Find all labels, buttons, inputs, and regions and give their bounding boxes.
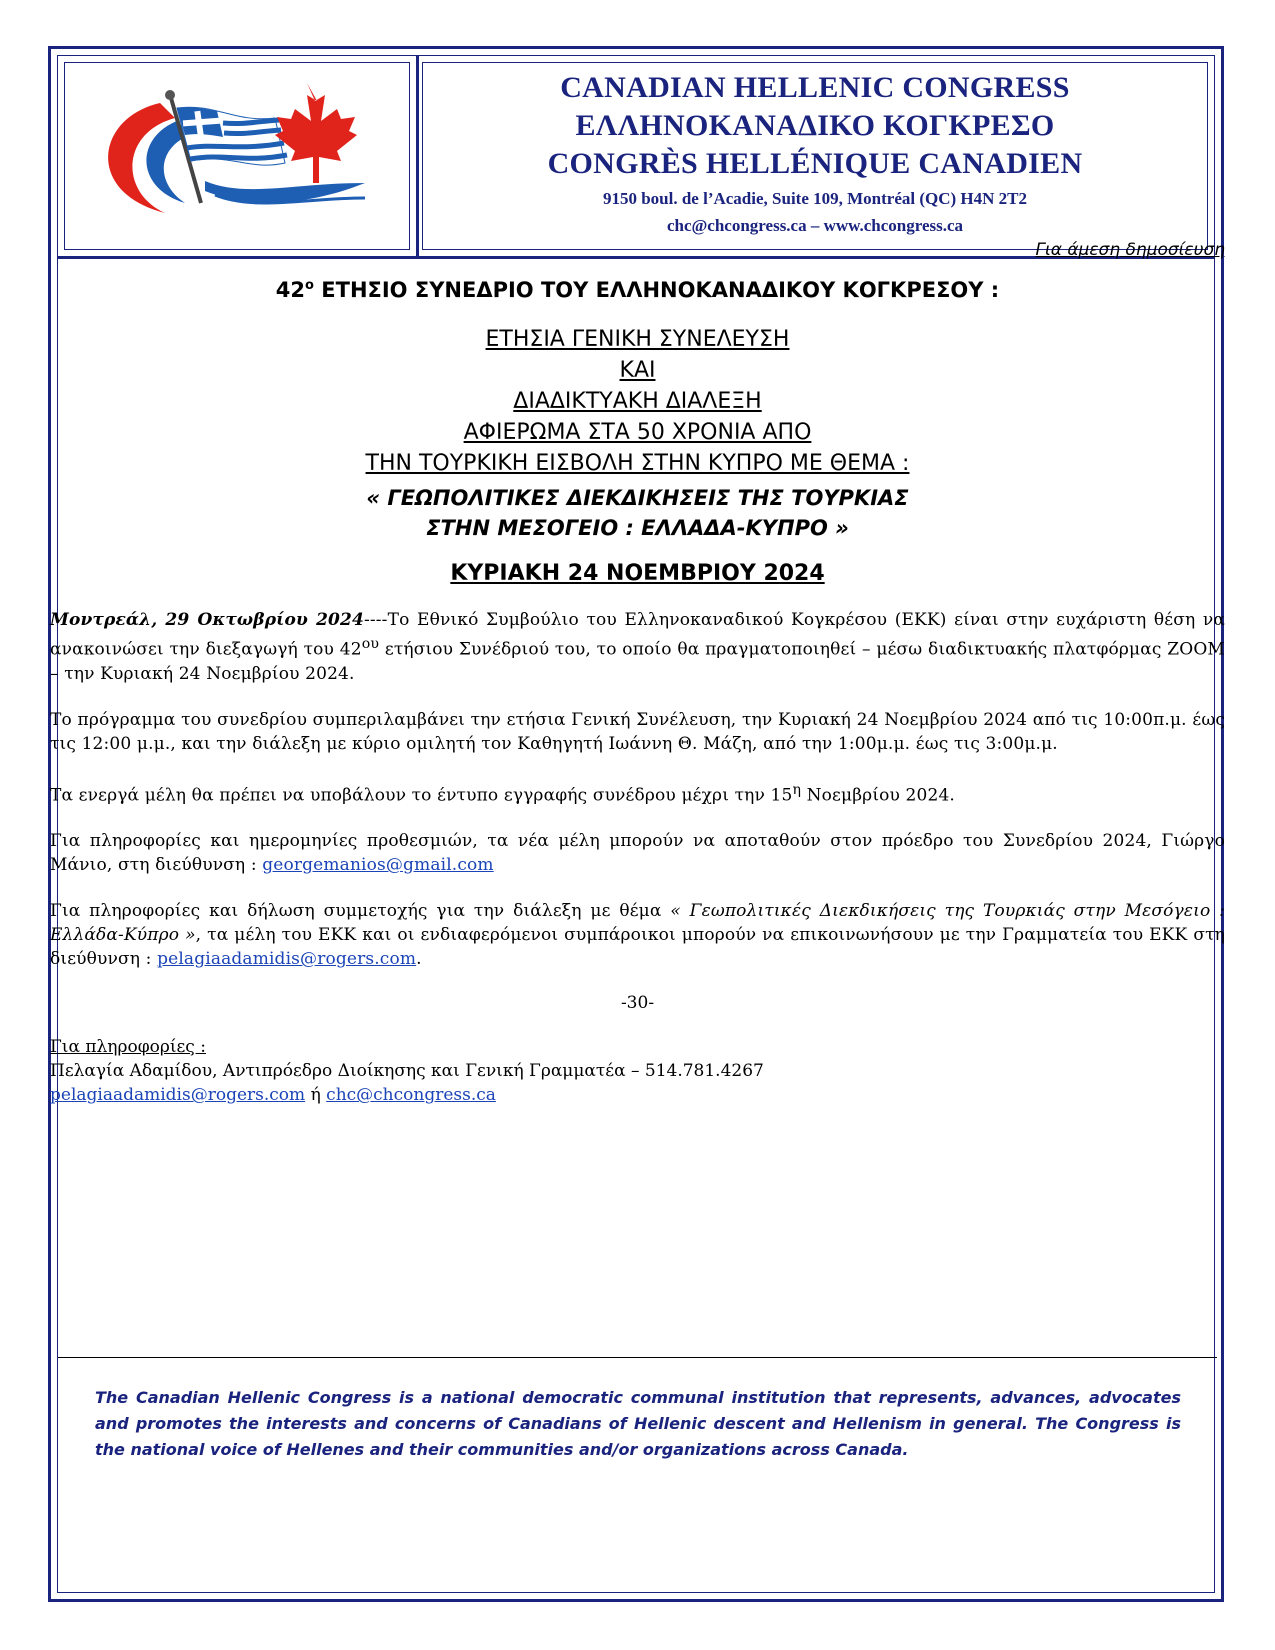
contact-person: Πελαγία Αδαμίδου, Αντιπρόεδρο Διοίκησης και Γενική Γραμματέα – 514.781.4267	[50, 1061, 764, 1082]
org-name-greek: ΕΛΛΗΝΟΚΑΝΑΔΙΚΟ ΚΟΓΚΡΕΣΟ	[575, 109, 1055, 142]
paragraph-lecture-signup	[50, 899, 1225, 971]
email-link-secretariat[interactable]: pelagiaadamidis@rogers.com	[157, 949, 417, 970]
title-text: ΕΤΗΣΙΟ ΣΥΝΕΔΡΙΟ ΤΟΥ ΕΛΛΗΝΟΚΑΝΑΔΙΚΟΥ ΚΟΓΚΡΕΣΟΥ :	[313, 278, 1000, 302]
ordinal-sup: η	[792, 781, 802, 798]
theme-line: « ΓΕΩΠΟΛΙΤΙΚΕΣ ΔΙΕΚΔΙΚΗΣΕΙΣ ΤΗΣ ΤΟΥΡΚΙΑΣ	[366, 486, 909, 510]
subtitle-block	[50, 324, 1225, 479]
paragraph-text: , τα μέλη του ΕΚΚ και οι ενδιαφερόμενοι συμπάροικοι μπορούν να επικοινωνήσουν με την Γραμματεία του ΕΚΚ στη διεύθυνση :	[50, 925, 1225, 970]
end-mark: -30-	[620, 993, 655, 1014]
org-contact-line: chc@chcongress.ca – www.chcongress.ca	[666, 216, 964, 235]
chc-logo-icon	[65, 63, 401, 243]
subtitle-line: ΔΙΑΔΙΚΤΥΑΚΗ ΔΙΑΛΕΞΗ	[513, 389, 762, 414]
title-number: 42	[275, 278, 306, 302]
subtitle-line: ΕΤΗΣΙΑ ΓΕΝΙΚΗ ΣΥΝΕΛΕΥΣΗ	[485, 327, 790, 352]
title-sup: ο	[305, 278, 314, 293]
release-note: Για άμεση δημοσίευση	[1035, 240, 1225, 260]
footer-mission-statement: The Canadian Hellenic Congress is a national democratic communal institution that represents, advances, advocates and promotes the interests and concerns of Canadians of Hellenic descent and Hellenism in general. The Congress is the national voice of Hellenes and their communities and/or organizations across Canada.	[95, 1388, 1181, 1459]
org-name-french: CONGRÈS HELLÉNIQUE CANADIEN	[547, 147, 1083, 180]
lecture-theme	[50, 483, 1225, 543]
paragraph-text: ετήσιου Συνέδριού του, το οποίο θα πραγματοποιηθεί – μέσω διαδικτυακής πλατφόρμας ZOOM – την Κυριακή 24 Νοεμβρίου 2024.	[50, 639, 1225, 684]
subtitle-line: ΑΦΙΕΡΩΜΑ ΣΤΑ 50 ΧΡΟΝΙΑ ΑΠΟ	[463, 420, 812, 445]
paragraph-text: Τα ενεργά μέλη θα πρέπει να υποβάλουν το έντυπο εγγραφής συνέδρου μέχρι την 15	[50, 785, 793, 806]
paragraph-registration	[50, 778, 1225, 808]
page-title	[50, 278, 1225, 302]
contact-email-link[interactable]: pelagiaadamidis@rogers.com	[50, 1085, 306, 1106]
paragraph-text: Για πληροφορίες και δήλωση συμμετοχής για την διάλεξη με θέμα	[50, 901, 671, 922]
paragraph-text: ----Το Εθνικό Συμβούλιο του Ελληνοκαναδικού Κογκρέσου (ΕΚΚ) είναι στην ευχάριστη θέση να ανακοινώσει την διεξαγωγή του 42	[50, 610, 1226, 660]
subtitle-line: ΤΗΝ ΤΟΥΡΚΙΚΗ ΕΙΣΒΟΛΗ ΣΤΗΝ ΚΥΠΡΟ ΜΕ ΘΕΜΑ :	[365, 451, 910, 476]
dateline: Μοντρεάλ, 29 Οκτωβρίου 2024	[50, 610, 364, 630]
contact-or: ή	[305, 1085, 327, 1106]
paragraph-end: .	[416, 949, 422, 970]
email-link-president[interactable]: georgemanios@gmail.com	[262, 855, 494, 876]
theme-line: ΣΤΗΝ ΜΕΣΟΓΕΙΟ : ΕΛΛΑΔΑ-ΚΥΠΡΟ »	[426, 516, 849, 540]
release-content	[50, 220, 1225, 1107]
org-address: 9150 boul. de l’Acadie, Suite 109, Montréal (QC) H4N 2T2	[602, 189, 1028, 208]
contact-label: Για πληροφορίες :	[50, 1037, 206, 1058]
paragraph-text: Για πληροφορίες και ημερομηνίες προθεσμιών, τα νέα μέλη μπορούν να αποταθούν στον πρόεδρο του Συνεδρίου 2024, Γιώργο Μάνιο, στη διεύθυνση :	[50, 831, 1225, 876]
contact-chc-email-link[interactable]: chc@chcongress.ca	[326, 1085, 496, 1106]
ordinal-sup: ου	[361, 636, 380, 652]
contact-block	[50, 1035, 1225, 1107]
subtitle-line: ΚΑΙ	[619, 358, 656, 383]
paragraph-text: Νοεμβρίου 2024.	[801, 785, 955, 806]
paragraph-deadlines	[50, 829, 1225, 877]
event-date: ΚΥΡΙΑΚΗ 24 ΝΟΕΜΒΡΙΟΥ 2024	[450, 561, 825, 586]
paragraph-announcement	[50, 608, 1225, 686]
paragraph-program: Το πρόγραμμα του συνεδρίου συμπεριλαμβάνει την ετήσια Γενική Συνέλευση, την Κυριακή 24 Νοεμβρίου 2024 από τις 10:00π.μ. έως τις 12:00 μ.μ., και την διάλεξη με κύριο ομιλητή τον Καθηγητή Ιωάννη Θ. Μάζη, από την 1:00μ.μ. έως τις 3:00μ.μ.	[50, 709, 1225, 754]
org-name-english: CANADIAN HELLENIC CONGRESS	[560, 71, 1070, 104]
lecture-title-italic: « Γεωπολιτικές Διεκδικήσεις της Τουρκιάς στην Μεσόγειο : Ελλάδα-Κύπρο »	[50, 901, 1225, 946]
footer-divider	[58, 1357, 1217, 1358]
